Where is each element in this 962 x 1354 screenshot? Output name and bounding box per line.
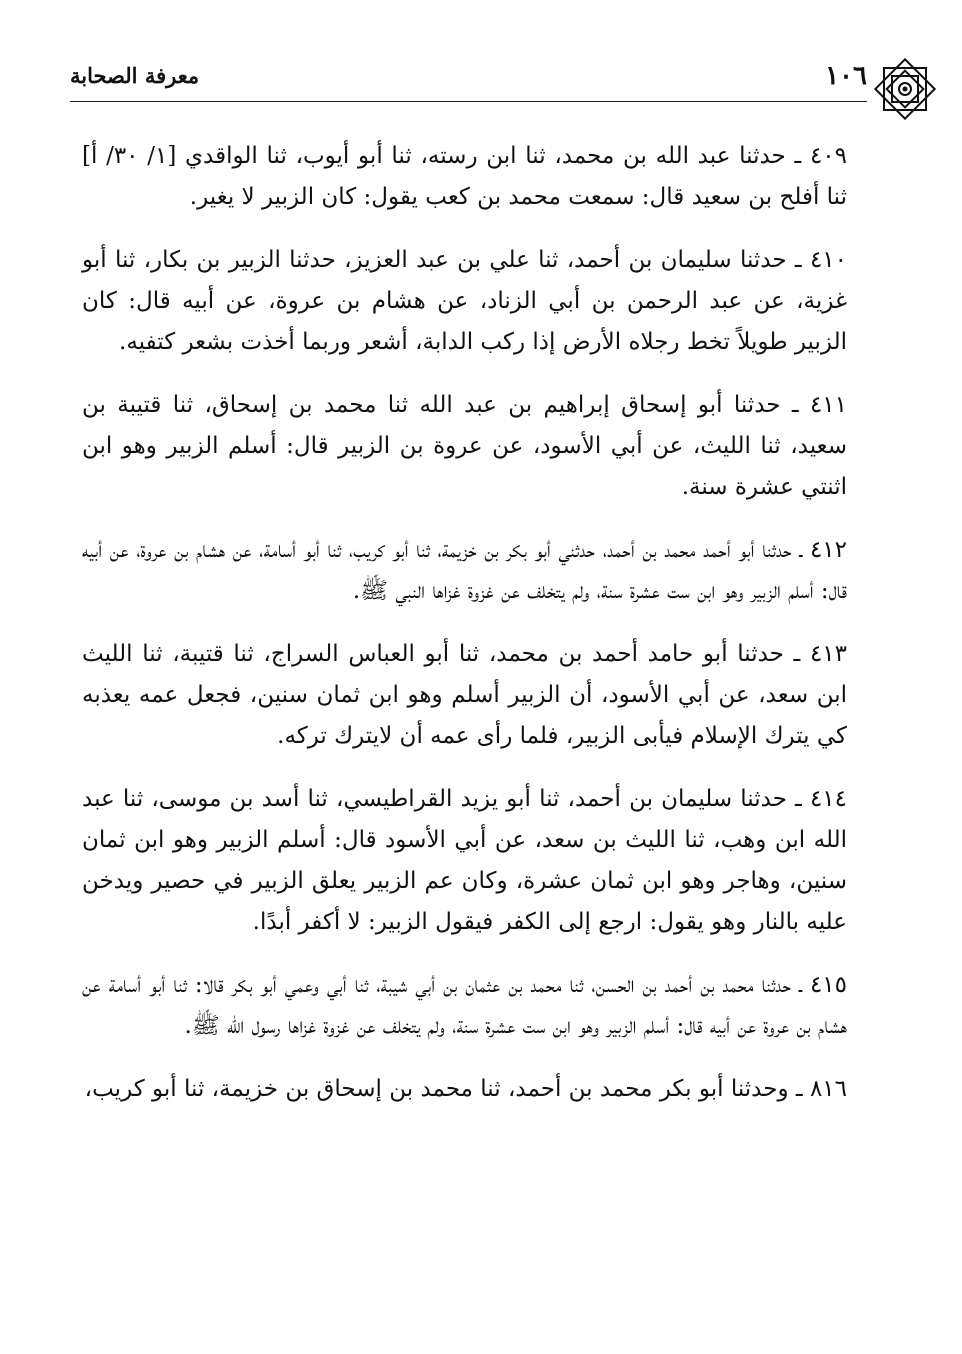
hadith-entry-415: ٤١٥ ـ حدثنا محمد بن أحمد بن الحسن، ثنا محمد بن عثمان بن أبي شيبة، ثنا أبي وعمي أبو بكر قالا: ثنا أبو أسامة عن هشام بن عروة عن أبيه قال: أسلم الزبير وهو ابن ست عشرة سنة، ولم يتخلف عن غزوة غزاها رسول الله ﷺ. (82, 972, 847, 1039)
page-body (82, 136, 847, 1132)
hadith-entry-412: ٤١٢ ـ حدثنا أبو أحمد محمد بن أحمد، حدثني أبو بكر بن خزيمة، ثنا أبو كريب، ثنا أبو أسامة، عن هشام بن عروة، عن أبيه قال: أسلم الزبير وهو ابن ست عشرة سنة، ولم يتخلف عن غزوة غزاها النبي ﷺ. (82, 537, 847, 604)
page-header (70, 55, 867, 102)
hadith-entry-409: ٤٠٩ ـ حدثنا عبد الله بن محمد، ثنا ابن رسته، ثنا أبو أيوب، ثنا الواقدي [١/ ٣٠/ أ] ثنا أفلح بن سعيد قال: سمعت محمد بن كعب يقول: كان الزبير لا يغير. (82, 143, 847, 210)
hadith-entry-410: ٤١٠ ـ حدثنا سليمان بن أحمد، ثنا علي بن عبد العزيز، حدثنا الزبير بن بكار، ثنا أبو غزية، عن عبد الرحمن بن أبي الزناد، عن هشام بن عروة، عن أبيه قال: كان الزبير طويلاً تخط رجلاه الأرض إذا ركب الدابة، أشعر وربما أخذت بشعر كتفيه. (82, 247, 847, 355)
hadith-entry-411: ٤١١ ـ حدثنا أبو إسحاق إبراهيم بن عبد الله ثنا محمد بن إسحاق، ثنا قتيبة بن سعيد، ثنا الليث، عن أبي الأسود، عن عروة بن الزبير قال: أسلم الزبير وهو ابن اثنتي عشرة سنة. (82, 392, 847, 500)
eight-point-star-ornament-icon (870, 54, 940, 124)
hadith-entry-816: ٨١٦ ـ وحدثنا أبو بكر محمد بن أحمد، ثنا محمد بن إسحاق بن خزيمة، ثنا أبو كريب، (84, 1076, 847, 1102)
page-number: ١٠٦ (825, 61, 867, 91)
hadith-entry-413: ٤١٣ ـ حدثنا أبو حامد أحمد بن محمد، ثنا أبو العباس السراج، ثنا قتيبة، ثنا الليث ابن سعد، عن أبي الأسود، أن الزبير أسلم وهو ابن ثمان سنين، فجعل عمه يعذبه كي يترك الإسلام فيأبى الزبير، فلما رأى عمه أن لايترك تركه. (82, 641, 847, 749)
hadith-entry-414: ٤١٤ ـ حدثنا سليمان بن أحمد، ثنا أبو يزيد القراطيسي، ثنا أسد بن موسى، ثنا عبد الله ابن وهب، ثنا الليث بن سعد، عن أبي الأسود قال: أسلم الزبير وهو ابن ثمان سنين، وهاجر وهو ابن ثمان عشرة، وكان عم الزبير يعلق الزبير في حصير ويدخن عليه بالنار وهو يقول: ارجع إلى الكفر فيقول الزبير: لا أكفر أبدًا. (82, 786, 847, 935)
running-title: معرفة الصحابة (70, 63, 200, 88)
